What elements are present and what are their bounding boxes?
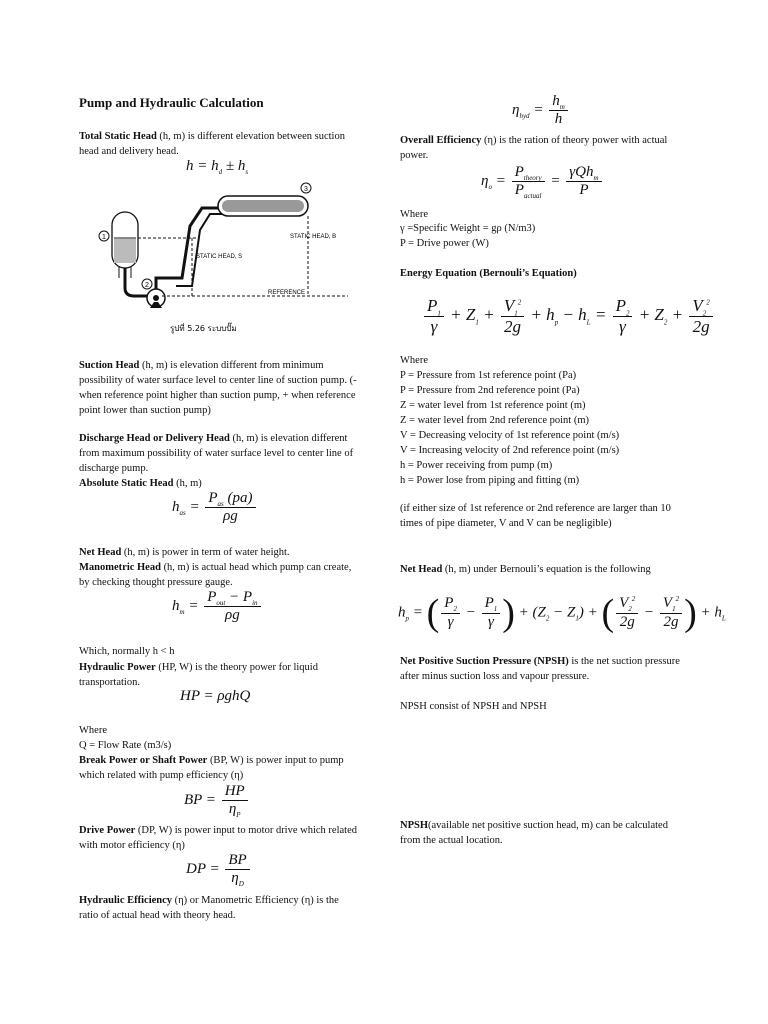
normally-text: Which, normally h < h [79, 646, 175, 657]
drive-p-def: P = Drive power (W) [400, 238, 489, 249]
net-head-bernoulli-para [400, 562, 690, 577]
text: (h, m) is different elevation between suction head and delivery head. [79, 131, 345, 157]
absolute-static-head-para [79, 476, 359, 491]
text: (available net positive suction head, m) can be calculated from the actual location. [400, 820, 668, 846]
def-p2: P = Pressure from 2nd reference point (Pa) [400, 385, 580, 396]
static-head-s-label: STATIC HEAD, S [196, 254, 243, 260]
reference-label: REFERENCE [268, 290, 306, 296]
text: (DP, W) is power input to motor drive which related with motor efficiency (η) [79, 825, 357, 851]
manometric-head-equation: $h_m$ = $\frac{P_{out} - P_{in}}{\rho g}$ [172, 589, 263, 625]
npsh-consist: NPSH consist of NPSH and NPSH [400, 701, 547, 712]
term: Total Static Head [79, 131, 157, 142]
net-head-bernoulli-equation: $h_p$ = ( $\frac{P_2}{\gamma}$ − $\frac{P_1}{\gamma}$ ) + $(Z_2 - Z_1)$ + ( $\frac{V_2^2}{2g}$ − $\frac{V_1^2}{2g}$ ) + $h_L$ [398, 592, 726, 634]
where-left: Where [79, 725, 107, 736]
term: Drive Power [79, 825, 136, 836]
negligible-note: (if either size of 1st reference or 2nd reference are larger than 10 times of pipe diameter, V and V can be negligible) [400, 503, 671, 529]
energy-equation-title: Energy Equation (Bernouli’s Equation) [400, 268, 577, 279]
def-hl: h = Power lose from piping and fitting (m) [400, 475, 580, 486]
marker-1-label: 1 [102, 234, 106, 241]
absolute-static-head-equation: $h_{as}$ = $\frac{P_{as} (pa)}{\rho g}$ [172, 490, 258, 526]
drive-power-equation: DP = $\frac{BP}{\eta_D}$ [186, 852, 252, 888]
text: (h, m) [173, 478, 202, 489]
where-bernoulli: Where [400, 355, 428, 366]
term: Net Positive Suction Pressure (NPSH) [400, 656, 569, 667]
hydraulic-efficiency-para [79, 893, 359, 923]
marker-2-label: 2 [145, 282, 149, 289]
term: Absolute Static Head [79, 478, 174, 489]
text: (HP, W) is the theory power for liquid transportation. [79, 662, 318, 688]
term: Break Power or Shaft Power [79, 755, 208, 766]
text: (BP, W) is power input to pump which related with pump efficiency (η) [79, 755, 344, 781]
drive-power-para [79, 823, 359, 853]
manometric-head-para [79, 560, 359, 590]
term: Manometric Head [79, 562, 161, 573]
term: Discharge Head or Delivery Head [79, 433, 230, 444]
hydraulic-efficiency-equation: $\eta_{hyd}$ = $\frac{h_m}{h}$ [512, 93, 570, 129]
static-head-b-label: STATIC HEAD, B [290, 234, 337, 240]
term: Hydraulic Efficiency [79, 895, 173, 906]
def-z1: Z = water level from 1st reference point (m) [400, 400, 586, 411]
def-v2: V = Increasing velocity of 2nd reference point (m/s) [400, 445, 620, 456]
page-title: Pump and Hydraulic Calculation [79, 95, 264, 110]
def-v1: V = Decreasing velocity of 1st reference point (m/s) [400, 430, 620, 441]
term: Net Head [79, 547, 122, 558]
text: is the net suction pressure after minus suction loss and vapour pressure. [400, 656, 680, 682]
net-head-para [79, 545, 359, 560]
text: (h, m) is actual head which pump can create, by checking thought pressure gauge. [79, 562, 352, 588]
overall-efficiency-equation: $\eta_o$ = $\frac{P_{theory}}{P_{actual}}$ = $\frac{\gamma Qh_m}{P}$ [481, 164, 604, 200]
suction-head-para [79, 358, 359, 418]
npsha-para [400, 818, 690, 848]
discharge-head-para [79, 431, 359, 476]
def-z2: Z = water level from 2nd reference point (m) [400, 415, 590, 426]
marker-3-label: 3 [304, 186, 308, 193]
term: NPSH [400, 820, 429, 831]
text: (η) is the ration of theory power with actual power. [400, 135, 668, 161]
def-p1: P = Pressure from 1st reference point (Pa) [400, 370, 577, 381]
static-head-equation: $h = h_d \pm h_s$ [186, 158, 249, 176]
text: (h, m) under Bernouli’s equation is the following [442, 564, 651, 575]
hydraulic-power-para [79, 660, 359, 690]
diagram-caption: รูปที่ 5.26 ระบบปั๊ม [170, 324, 237, 333]
text: (h, m) is power in term of water height. [121, 547, 290, 558]
text: (h, m) is elevation different from maximum possibility of water surface level to center line of discharge pump. [79, 433, 354, 474]
npsh-para [400, 654, 690, 684]
overall-efficiency-para [400, 133, 690, 163]
gamma-def: γ =Specific Weight = gρ (N/m3) [400, 223, 536, 234]
term: Hydraulic Power [79, 662, 156, 673]
total-static-head-para [79, 129, 359, 159]
term: Overall Efficiency [400, 135, 482, 146]
text: (η) or Manometric Efficiency (η) is the ratio of actual head with theory head. [79, 895, 339, 921]
text: (h, m) is elevation different from minimum possibility of water surface level to center line of suction pump. (- when reference point higher than suction pump, + when reference point lower than suction pump) [79, 360, 357, 416]
flow-rate-def: Q = Flow Rate (m3/s) [79, 740, 172, 751]
hydraulic-power-equation: HP = ρghQ [180, 688, 251, 704]
bernoulli-equation: $\frac{P_1}{\gamma}$ + $Z_1$ + $\frac{V_1^2}{2g}$ + $h_p - h_L$ = $\frac{P_2}{\gamma}$ + $Z_2$ + $\frac{V_2^2}{2g}$ [422, 296, 715, 336]
definitions-list [400, 368, 700, 488]
where-right: Where [400, 209, 428, 220]
break-power-equation: BP = $\frac{HP}{\eta_P}$ [184, 783, 250, 819]
break-power-para [79, 753, 359, 783]
term: Suction Head [79, 360, 140, 371]
pump-system-diagram [92, 178, 354, 340]
term: Net Head [400, 564, 443, 575]
def-hp: h = Power receiving from pump (m) [400, 460, 553, 471]
